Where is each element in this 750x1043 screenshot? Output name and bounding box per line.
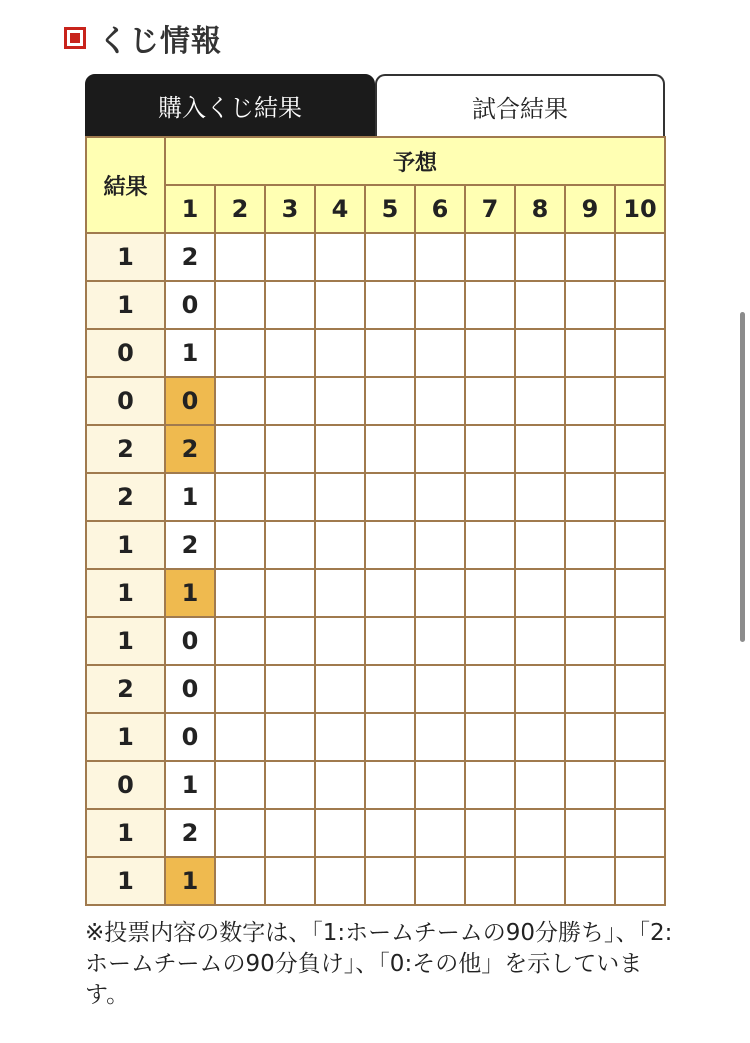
empty-prediction-cell [415,377,465,425]
empty-prediction-cell [265,569,315,617]
empty-prediction-cell [265,377,315,425]
prediction-cell: 1 [165,857,215,905]
empty-prediction-cell [315,761,365,809]
empty-prediction-cell [615,857,665,905]
empty-prediction-cell [415,761,465,809]
empty-prediction-cell [515,425,565,473]
empty-prediction-cell [265,233,315,281]
prediction-cell: 0 [165,665,215,713]
empty-prediction-cell [265,329,315,377]
empty-prediction-cell [365,713,415,761]
result-cell: 2 [86,425,165,473]
result-cell: 1 [86,281,165,329]
prediction-number-header: 4 [315,185,365,233]
empty-prediction-cell [515,857,565,905]
empty-prediction-cell [565,617,615,665]
result-column-header: 結果 [86,137,165,233]
empty-prediction-cell [365,809,415,857]
empty-prediction-cell [465,521,515,569]
empty-prediction-cell [515,809,565,857]
empty-prediction-cell [315,233,365,281]
result-cell: 1 [86,233,165,281]
result-cell: 1 [86,617,165,665]
table-row [86,857,665,905]
empty-prediction-cell [465,713,515,761]
prediction-column-header: 予想 [165,137,665,185]
empty-prediction-cell [415,281,465,329]
empty-prediction-cell [265,713,315,761]
legend-note: ※投票内容の数字は、「1:ホームチームの90分勝ち」、「2:ホームチームの90分負け」、「0:その他」を示しています。 [85,920,673,1008]
table-row [86,329,665,377]
empty-prediction-cell [565,377,615,425]
empty-prediction-cell [465,425,515,473]
empty-prediction-cell [615,377,665,425]
empty-prediction-cell [215,569,265,617]
empty-prediction-cell [215,761,265,809]
result-cell: 2 [86,473,165,521]
empty-prediction-cell [365,617,415,665]
empty-prediction-cell [615,281,665,329]
prediction-cell: 1 [165,473,215,521]
lottery-result-table [85,136,666,906]
result-cell: 0 [86,377,165,425]
result-cell: 2 [86,665,165,713]
empty-prediction-cell [415,809,465,857]
empty-prediction-cell [465,569,515,617]
table-row [86,521,665,569]
empty-prediction-cell [315,473,365,521]
empty-prediction-cell [265,761,315,809]
table-row [86,809,665,857]
empty-prediction-cell [615,809,665,857]
empty-prediction-cell [265,473,315,521]
empty-prediction-cell [215,281,265,329]
empty-prediction-cell [615,473,665,521]
empty-prediction-cell [315,809,365,857]
empty-prediction-cell [365,761,415,809]
empty-prediction-cell [365,377,415,425]
empty-prediction-cell [465,281,515,329]
tab-match-results[interactable]: 試合結果 [375,74,665,136]
empty-prediction-cell [565,281,615,329]
square-bullet-icon [64,27,86,49]
table-row [86,233,665,281]
empty-prediction-cell [215,665,265,713]
empty-prediction-cell [315,857,365,905]
empty-prediction-cell [515,569,565,617]
empty-prediction-cell [315,329,365,377]
empty-prediction-cell [215,425,265,473]
table-row [86,665,665,713]
section-title: くじ情報 [98,24,222,59]
empty-prediction-cell [365,329,415,377]
empty-prediction-cell [515,281,565,329]
result-cell: 1 [86,713,165,761]
empty-prediction-cell [465,857,515,905]
empty-prediction-cell [415,425,465,473]
empty-prediction-cell [215,233,265,281]
empty-prediction-cell [265,425,315,473]
prediction-cell: 0 [165,377,215,425]
empty-prediction-cell [515,665,565,713]
result-cell: 1 [86,809,165,857]
empty-prediction-cell [365,233,415,281]
empty-prediction-cell [415,521,465,569]
empty-prediction-cell [415,569,465,617]
empty-prediction-cell [465,617,515,665]
prediction-cell: 2 [165,521,215,569]
empty-prediction-cell [565,761,615,809]
empty-prediction-cell [315,521,365,569]
empty-prediction-cell [515,473,565,521]
prediction-cell: 2 [165,809,215,857]
empty-prediction-cell [615,617,665,665]
empty-prediction-cell [215,857,265,905]
empty-prediction-cell [365,281,415,329]
empty-prediction-cell [565,521,615,569]
result-cell: 0 [86,761,165,809]
empty-prediction-cell [415,329,465,377]
empty-prediction-cell [465,761,515,809]
result-cell: 1 [86,569,165,617]
empty-prediction-cell [515,377,565,425]
empty-prediction-cell [215,473,265,521]
empty-prediction-cell [565,713,615,761]
empty-prediction-cell [465,329,515,377]
prediction-number-header: 5 [365,185,415,233]
empty-prediction-cell [565,233,615,281]
prediction-cell: 0 [165,281,215,329]
empty-prediction-cell [565,569,615,617]
prediction-number-header: 7 [465,185,515,233]
empty-prediction-cell [565,809,615,857]
empty-prediction-cell [415,665,465,713]
empty-prediction-cell [565,425,615,473]
empty-prediction-cell [515,761,565,809]
empty-prediction-cell [215,377,265,425]
empty-prediction-cell [215,713,265,761]
prediction-cell: 1 [165,569,215,617]
empty-prediction-cell [315,569,365,617]
empty-prediction-cell [265,809,315,857]
empty-prediction-cell [415,473,465,521]
table-row [86,713,665,761]
prediction-number-header: 1 [165,185,215,233]
empty-prediction-cell [365,857,415,905]
empty-prediction-cell [615,761,665,809]
empty-prediction-cell [515,617,565,665]
empty-prediction-cell [465,665,515,713]
empty-prediction-cell [615,233,665,281]
empty-prediction-cell [315,281,365,329]
empty-prediction-cell [615,521,665,569]
empty-prediction-cell [415,233,465,281]
prediction-number-header: 9 [565,185,615,233]
empty-prediction-cell [415,857,465,905]
section-header [64,16,222,60]
prediction-number-header: 3 [265,185,315,233]
empty-prediction-cell [315,713,365,761]
empty-prediction-cell [315,377,365,425]
empty-prediction-cell [515,329,565,377]
empty-prediction-cell [565,665,615,713]
table-row [86,473,665,521]
result-cell: 1 [86,857,165,905]
empty-prediction-cell [465,377,515,425]
empty-prediction-cell [565,473,615,521]
empty-prediction-cell [265,617,315,665]
prediction-cell: 2 [165,233,215,281]
empty-prediction-cell [615,425,665,473]
empty-prediction-cell [415,713,465,761]
table-row [86,761,665,809]
prediction-number-header: 10 [615,185,665,233]
empty-prediction-cell [615,665,665,713]
empty-prediction-cell [615,569,665,617]
prediction-number-header: 6 [415,185,465,233]
empty-prediction-cell [315,425,365,473]
prediction-cell: 1 [165,761,215,809]
table-row [86,569,665,617]
prediction-cell: 2 [165,425,215,473]
empty-prediction-cell [565,857,615,905]
empty-prediction-cell [215,617,265,665]
prediction-number-header-row [86,185,665,233]
empty-prediction-cell [215,329,265,377]
empty-prediction-cell [215,521,265,569]
empty-prediction-cell [265,281,315,329]
empty-prediction-cell [415,617,465,665]
empty-prediction-cell [365,569,415,617]
empty-prediction-cell [365,425,415,473]
empty-prediction-cell [515,521,565,569]
scrollbar[interactable] [740,312,745,642]
table-row [86,281,665,329]
empty-prediction-cell [615,329,665,377]
tab-bar [85,74,665,136]
empty-prediction-cell [215,809,265,857]
empty-prediction-cell [365,521,415,569]
empty-prediction-cell [265,521,315,569]
table-row [86,377,665,425]
result-cell: 1 [86,521,165,569]
empty-prediction-cell [515,233,565,281]
empty-prediction-cell [465,473,515,521]
empty-prediction-cell [315,617,365,665]
empty-prediction-cell [465,809,515,857]
prediction-number-header: 8 [515,185,565,233]
empty-prediction-cell [265,857,315,905]
result-cell: 0 [86,329,165,377]
empty-prediction-cell [565,329,615,377]
empty-prediction-cell [365,473,415,521]
tab-purchased-results[interactable]: 購入くじ結果 [85,74,375,136]
empty-prediction-cell [265,665,315,713]
empty-prediction-cell [615,713,665,761]
table-row [86,617,665,665]
prediction-cell: 0 [165,713,215,761]
table-body [86,233,665,905]
prediction-cell: 1 [165,329,215,377]
empty-prediction-cell [365,665,415,713]
empty-prediction-cell [465,233,515,281]
table-row [86,425,665,473]
prediction-cell: 0 [165,617,215,665]
empty-prediction-cell [315,665,365,713]
prediction-number-header: 2 [215,185,265,233]
empty-prediction-cell [515,713,565,761]
